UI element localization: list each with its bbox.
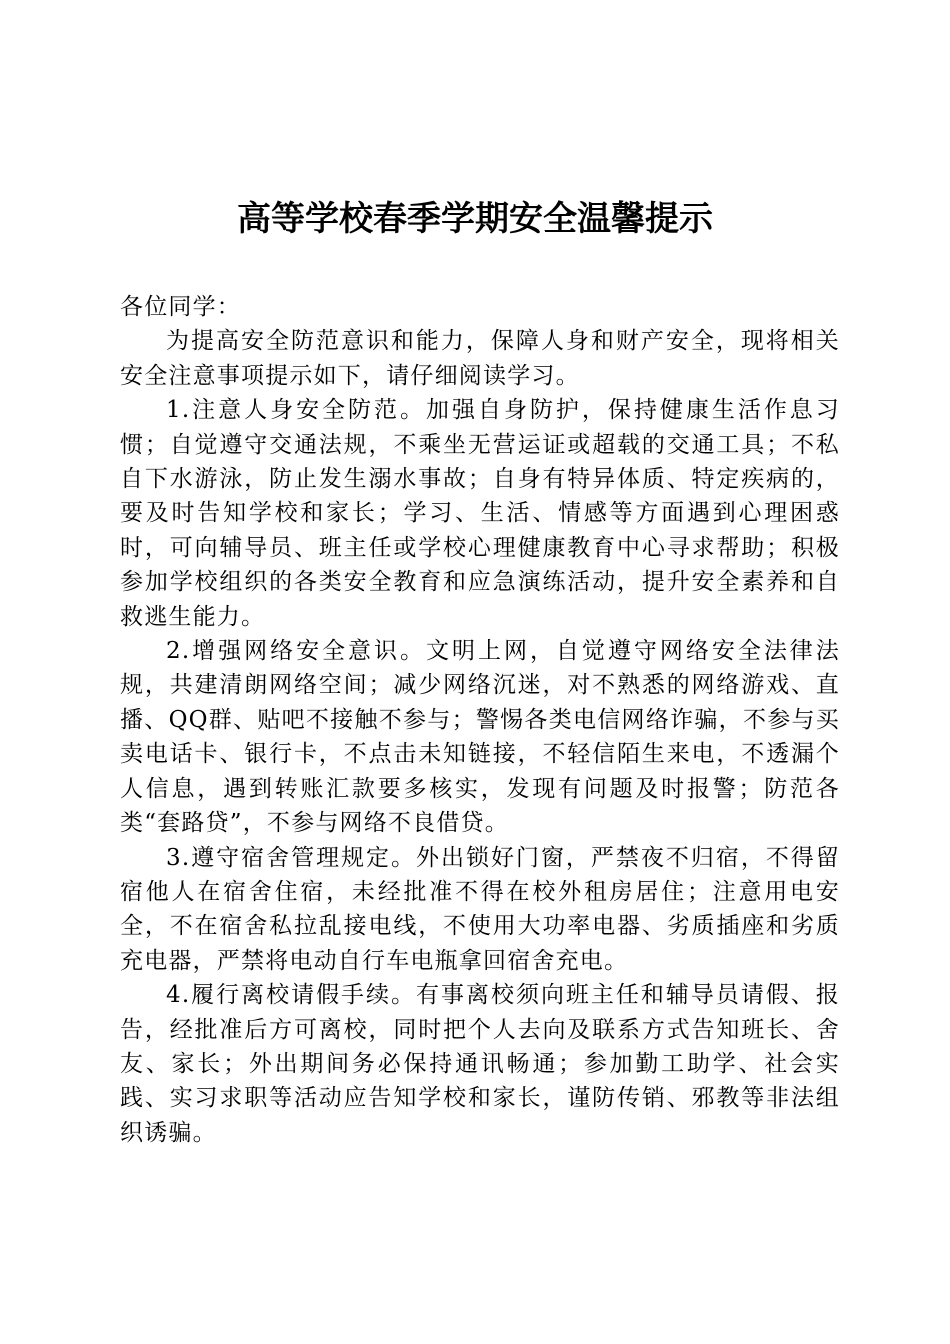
paragraph-leave-procedure: 4.履行离校请假手续。有事离校须向班主任和辅导员请假、报告，经批准后方可离校，同时把个人去向及联系方式告知班长、舍友、家长；外出期间务必保持通讯畅通；参加勤工助学、社会实践、实习求职等活动应告知学校和家长，谨防传销、邪教等非法组织诱骗。 bbox=[120, 982, 840, 1146]
paragraph-network-safety: 2.增强网络安全意识。文明上网，自觉遵守网络安全法律法规，共建清朗网络空间；减少网络沉迷，对不熟悉的网络游戏、直播、QQ群、贴吧不接触不参与；警惕各类电信网络诈骗，不参与买卖电话卡、银行卡，不点击未知链接，不轻信陌生来电，不透漏个人信息，遇到转账汇款要多核实，发现有问题及时报警；防范各类“套路贷”，不参与网络不良借贷。 bbox=[120, 638, 840, 837]
paragraph-personal-safety: 1.注意人身安全防范。加强自身防护，保持健康生活作息习惯；自觉遵守交通法规，不乘坐无营运证或超载的交通工具；不私自下水游泳，防止发生溺水事故；自身有特异体质、特定疾病的，要及时告知学校和家长；学习、生活、情感等方面遇到心理困惑时，可向辅导员、班主任或学校心理健康教育中心寻求帮助；积极参加学校组织的各类安全教育和应急演练活动，提升安全素养和自救逃生能力。 bbox=[120, 397, 840, 630]
document-body bbox=[120, 290, 840, 1150]
intro-paragraph: 为提高安全防范意识和能力，保障人身和财产安全，现将相关安全注意事项提示如下，请仔细阅读学习。 bbox=[120, 328, 840, 389]
document-title: 高等学校春季学期安全温馨提示 bbox=[237, 199, 713, 239]
greeting: 各位同学： bbox=[120, 294, 241, 320]
paragraph-dormitory-rules: 3.遵守宿舍管理规定。外出锁好门窗，严禁夜不归宿，不得留宿他人在宿舍住宿，未经批准不得在校外租房居住；注意用电安全，不在宿舍私拉乱接电线，不使用大功率电器、劣质插座和劣质充电器，严禁将电动自行车电瓶拿回宿舍充电。 bbox=[120, 844, 840, 974]
